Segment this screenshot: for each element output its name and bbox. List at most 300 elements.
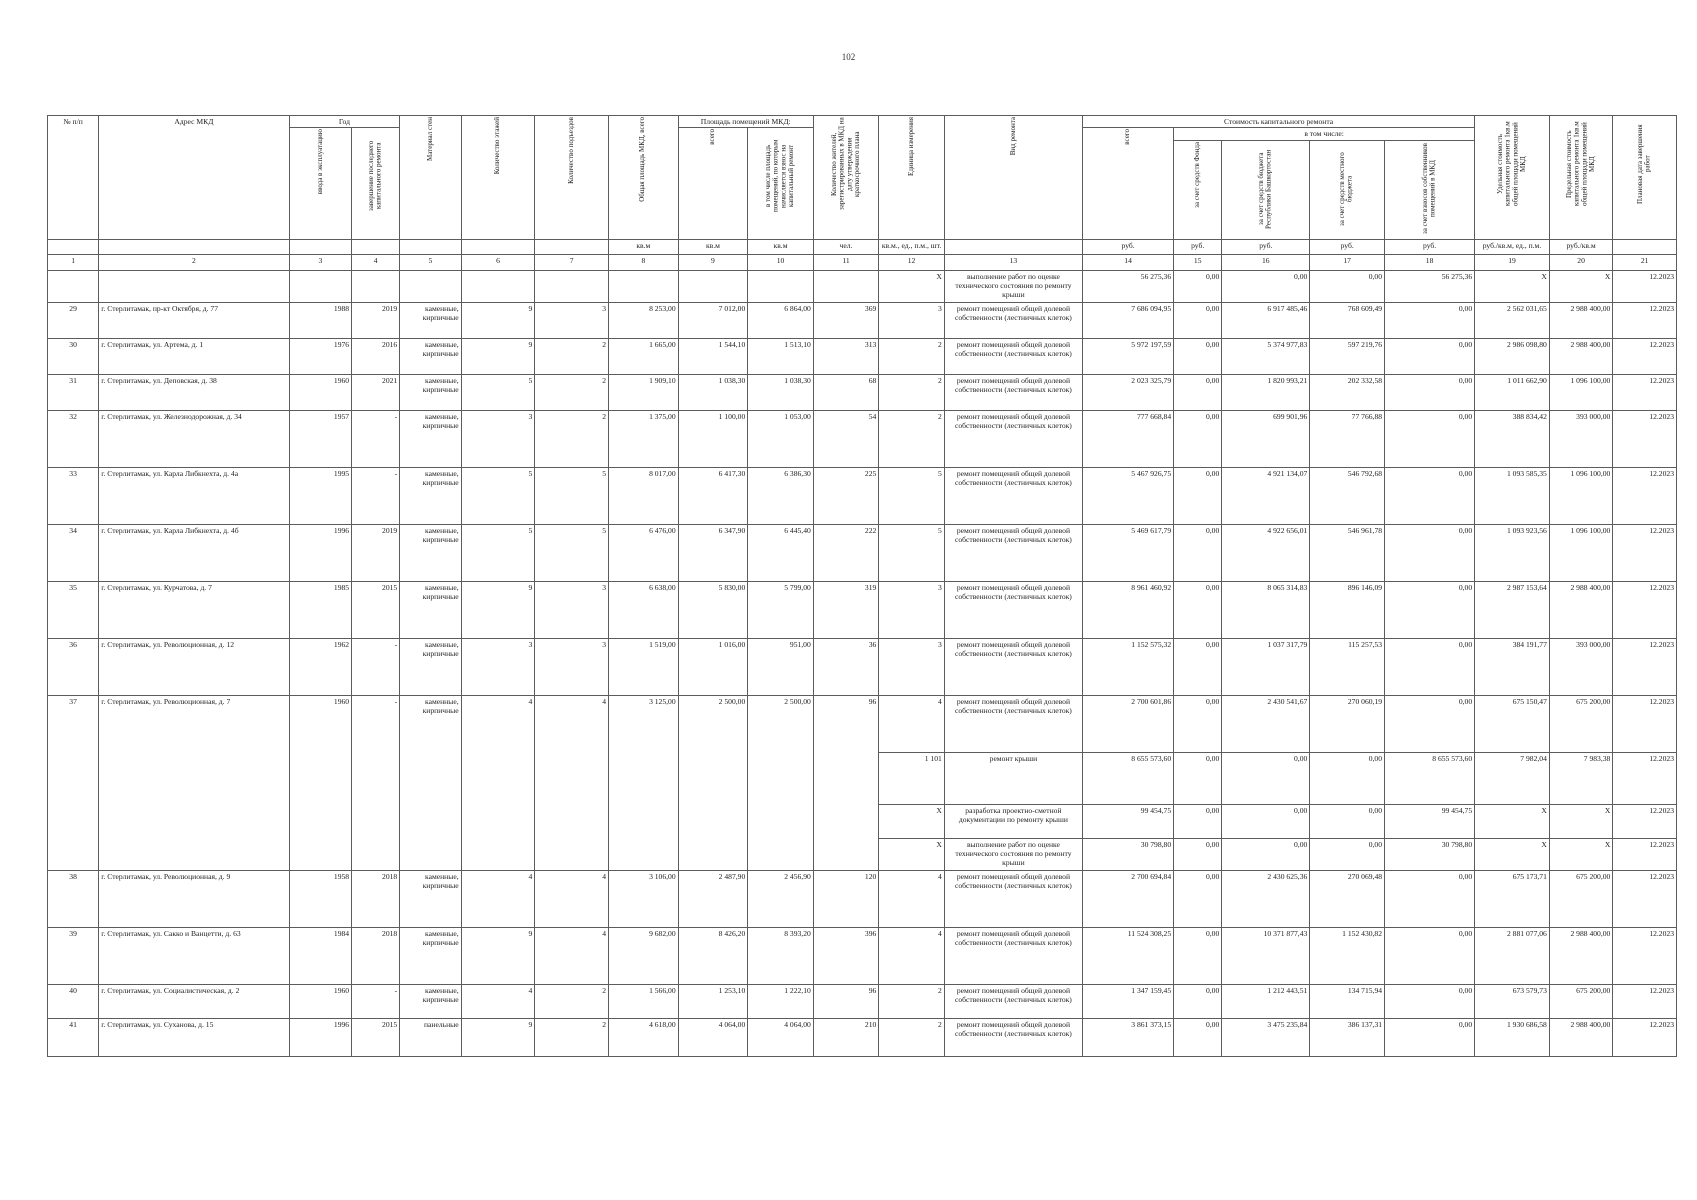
unit-cost: 1 930 686,58: [1475, 1018, 1550, 1056]
repair-type: выполнение работ по оценке технического состояния по ремонту крыши: [944, 838, 1082, 870]
column-number: 20: [1549, 254, 1612, 270]
wall-material: каменные, кирпичные: [400, 870, 461, 927]
cost-fund: 0,00: [1174, 338, 1222, 374]
floors: 9: [461, 581, 535, 638]
planned-date: 12.2023: [1613, 467, 1677, 524]
limit-cost: 393 000,00: [1549, 410, 1612, 467]
cost-republic: 2 430 541,67: [1222, 695, 1310, 752]
year-last-repair: -: [352, 638, 400, 695]
cost-total: 99 454,75: [1083, 804, 1174, 838]
cost-total: 56 275,36: [1083, 270, 1174, 302]
cost-fund: 0,00: [1174, 838, 1222, 870]
cost-local: 546 961,78: [1310, 524, 1385, 581]
limit-cost: X: [1549, 804, 1612, 838]
total-area: 6 476,00: [609, 524, 679, 581]
year-last-repair: 2021: [352, 374, 400, 410]
cost-fund: 0,00: [1174, 638, 1222, 695]
limit-cost: 675 200,00: [1549, 870, 1612, 927]
column-number: 7: [535, 254, 609, 270]
address: г. Стерлитамак, пр-кт Октября, д. 77: [99, 302, 289, 338]
planned-date: 12.2023: [1613, 695, 1677, 752]
address: г. Стерлитамак, ул. Курчатова, д. 7: [99, 581, 289, 638]
address: г. Стерлитамак, ул. Карла Либкнехта, д. 4а: [99, 467, 289, 524]
header-area-contrib: в том числе площадь помещений, по которым начисляется взнос на капитальный ремонт: [748, 128, 814, 240]
area-all: 1 038,30: [678, 374, 748, 410]
repair-type: ремонт крыши: [944, 752, 1082, 804]
unit-cell: руб.: [1083, 239, 1174, 254]
wall-material: панельные: [400, 1018, 461, 1056]
cost-total: 2 700 601,86: [1083, 695, 1174, 752]
row-number: 32: [48, 410, 99, 467]
floors: 4: [461, 984, 535, 1018]
cost-owners: 0,00: [1385, 302, 1475, 338]
cost-republic: 699 901,96: [1222, 410, 1310, 467]
table-row: [48, 1018, 1677, 1056]
cost-fund: 0,00: [1174, 984, 1222, 1018]
area-contrib: 1 513,10: [748, 338, 814, 374]
unit-cost: 2 562 031,65: [1475, 302, 1550, 338]
table-row: [48, 302, 1677, 338]
table-row: [48, 467, 1677, 524]
header-owners: за счет взносов собственников помещений в МКД: [1385, 140, 1475, 239]
planned-date: 12.2023: [1613, 410, 1677, 467]
entrances: 4: [535, 927, 609, 984]
unit-cost: X: [1475, 838, 1550, 870]
cost-owners: 99 454,75: [1385, 804, 1475, 838]
planned-date: 12.2023: [1613, 752, 1677, 804]
cost-total: 5 972 197,59: [1083, 338, 1174, 374]
repair-type: ремонт помещений общей долевой собственности (лестничных клеток): [944, 524, 1082, 581]
unit-value: 3: [879, 302, 945, 338]
area-all: 1 544,10: [678, 338, 748, 374]
residents: 396: [813, 927, 879, 984]
header-unit-measure: Единица измерения: [879, 116, 945, 240]
residents: 210: [813, 1018, 879, 1056]
column-number: 18: [1385, 254, 1475, 270]
entrances: 3: [535, 581, 609, 638]
floors: 9: [461, 302, 535, 338]
year-commission: 1976: [289, 338, 351, 374]
unit-cell: руб.: [1174, 239, 1222, 254]
area-contrib: 8 393,20: [748, 927, 814, 984]
cost-republic: 4 922 656,01: [1222, 524, 1310, 581]
cost-owners: 0,00: [1385, 927, 1475, 984]
total-area: 8 253,00: [609, 302, 679, 338]
header-unit-cost: Удельная стоимость капитального ремонта 1кв.м общей площади помещений МКД: [1475, 116, 1550, 240]
header-num: № п/п: [48, 116, 99, 240]
row-number: 31: [48, 374, 99, 410]
address: г. Стерлитамак, ул. Железнодорожная, д. 34: [99, 410, 289, 467]
total-area: 3 125,00: [609, 695, 679, 870]
cost-republic: 3 475 235,84: [1222, 1018, 1310, 1056]
year-last-repair: 2016: [352, 338, 400, 374]
cost-republic: 0,00: [1222, 270, 1310, 302]
table-row: [48, 638, 1677, 695]
header-address: Адрес МКД: [99, 116, 289, 240]
cost-local: 597 219,76: [1310, 338, 1385, 374]
column-number: 21: [1613, 254, 1677, 270]
year-last-repair: 2015: [352, 581, 400, 638]
cost-owners: 0,00: [1385, 410, 1475, 467]
cost-fund: 0,00: [1174, 524, 1222, 581]
area-all: 2 500,00: [678, 695, 748, 870]
cost-owners: 0,00: [1385, 467, 1475, 524]
address: г. Стерлитамак, ул. Социалистическая, д. 2: [99, 984, 289, 1018]
entrances: 2: [535, 410, 609, 467]
cost-local: 77 766,88: [1310, 410, 1385, 467]
unit-cell: руб.: [1310, 239, 1385, 254]
unit-cost: 675 173,71: [1475, 870, 1550, 927]
table-row: [48, 410, 1677, 467]
cost-local: 202 332,58: [1310, 374, 1385, 410]
cost-owners: 0,00: [1385, 870, 1475, 927]
floors: 9: [461, 338, 535, 374]
header-wall-material: Материал стен: [400, 116, 461, 240]
column-number: 5: [400, 254, 461, 270]
cost-fund: 0,00: [1174, 410, 1222, 467]
unit-cell: кв.м., ед., п.м., шт.: [879, 239, 945, 254]
unit-cell: кв.м: [609, 239, 679, 254]
wall-material: каменные, кирпичные: [400, 410, 461, 467]
cost-republic: 0,00: [1222, 804, 1310, 838]
entrances: 4: [535, 695, 609, 870]
cost-total: 1 152 575,32: [1083, 638, 1174, 695]
total-area: 1 519,00: [609, 638, 679, 695]
cost-republic: 0,00: [1222, 838, 1310, 870]
cost-local: 270 060,19: [1310, 695, 1385, 752]
unit-value: 2: [879, 1018, 945, 1056]
area-contrib: 6 386,30: [748, 467, 814, 524]
address: г. Стерлитамак, ул. Суханова, д. 15: [99, 1018, 289, 1056]
planned-date: 12.2023: [1613, 984, 1677, 1018]
column-number: 16: [1222, 254, 1310, 270]
year-commission: 1960: [289, 374, 351, 410]
area-contrib: 6 445,40: [748, 524, 814, 581]
repair-type: ремонт помещений общей долевой собственности (лестничных клеток): [944, 410, 1082, 467]
wall-material: каменные, кирпичные: [400, 338, 461, 374]
year-last-repair: -: [352, 695, 400, 870]
column-number: 4: [352, 254, 400, 270]
cost-republic: 4 921 134,07: [1222, 467, 1310, 524]
residents: 319: [813, 581, 879, 638]
repair-type: ремонт помещений общей долевой собственности (лестничных клеток): [944, 695, 1082, 752]
year-last-repair: 2019: [352, 524, 400, 581]
cost-total: 8 655 573,60: [1083, 752, 1174, 804]
header-repair-type: Вид ремонта: [944, 116, 1082, 240]
unit-value: 2: [879, 410, 945, 467]
planned-date: 12.2023: [1613, 927, 1677, 984]
cost-owners: 0,00: [1385, 374, 1475, 410]
unit-value: 2: [879, 338, 945, 374]
planned-date: 12.2023: [1613, 524, 1677, 581]
floors: 5: [461, 467, 535, 524]
unit-value: 2: [879, 984, 945, 1018]
year-last-repair: 2018: [352, 927, 400, 984]
address: г. Стерлитамак, ул. Революционная, д. 7: [99, 695, 289, 870]
year-commission: 1995: [289, 467, 351, 524]
unit-cost: 1 011 662,90: [1475, 374, 1550, 410]
unit-value: 2: [879, 374, 945, 410]
address: г. Стерлитамак, ул. Сакко и Ванцетти, д. 63: [99, 927, 289, 984]
area-contrib: 4 064,00: [748, 1018, 814, 1056]
floors: 9: [461, 1018, 535, 1056]
unit-value: X: [879, 838, 945, 870]
header-incl: в том числе:: [1174, 128, 1475, 140]
row-number: 38: [48, 870, 99, 927]
repair-type: ремонт помещений общей долевой собственности (лестничных клеток): [944, 467, 1082, 524]
column-number: 9: [678, 254, 748, 270]
entrances: 3: [535, 302, 609, 338]
row-number: 40: [48, 984, 99, 1018]
page-number: 102: [841, 52, 856, 62]
residents: 68: [813, 374, 879, 410]
area-all: 6 417,30: [678, 467, 748, 524]
header-area-group: Площадь помещений МКД:: [678, 116, 813, 128]
cost-owners: 0,00: [1385, 695, 1475, 752]
residents: 96: [813, 695, 879, 870]
area-contrib: 1 038,30: [748, 374, 814, 410]
cost-total: 5 467 926,75: [1083, 467, 1174, 524]
area-contrib: 951,00: [748, 638, 814, 695]
column-number: 3: [289, 254, 351, 270]
year-commission: 1985: [289, 581, 351, 638]
unit-value: 4: [879, 695, 945, 752]
unit-value: X: [879, 270, 945, 302]
cost-local: 0,00: [1310, 270, 1385, 302]
address: г. Стерлитамак, ул. Деповская, д. 38: [99, 374, 289, 410]
year-last-repair: 2018: [352, 870, 400, 927]
unit-cost: 2 881 077,06: [1475, 927, 1550, 984]
limit-cost: 1 096 100,00: [1549, 374, 1612, 410]
planned-date: 12.2023: [1613, 302, 1677, 338]
limit-cost: 393 000,00: [1549, 638, 1612, 695]
cost-fund: 0,00: [1174, 467, 1222, 524]
cost-local: 386 137,31: [1310, 1018, 1385, 1056]
table-row: [48, 927, 1677, 984]
total-area: 9 682,00: [609, 927, 679, 984]
unit-value: X: [879, 804, 945, 838]
cost-total: 8 961 460,92: [1083, 581, 1174, 638]
planned-date: 12.2023: [1613, 581, 1677, 638]
entrances: 3: [535, 638, 609, 695]
cost-owners: 8 655 573,60: [1385, 752, 1475, 804]
repair-type: разработка проектно-сметной документации по ремонту крыши: [944, 804, 1082, 838]
unit-cost: 673 579,73: [1475, 984, 1550, 1018]
cost-local: 134 715,94: [1310, 984, 1385, 1018]
entrances: 2: [535, 1018, 609, 1056]
cost-owners: 30 798,80: [1385, 838, 1475, 870]
total-area: 3 106,00: [609, 870, 679, 927]
year-commission: 1984: [289, 927, 351, 984]
repair-type: ремонт помещений общей долевой собственности (лестничных клеток): [944, 1018, 1082, 1056]
year-last-repair: 2019: [352, 302, 400, 338]
cost-total: 2 700 694,84: [1083, 870, 1174, 927]
header-republic: за счет средств бюджета Республики Башкортостан: [1222, 140, 1310, 239]
address: г. Стерлитамак, ул. Революционная, д. 12: [99, 638, 289, 695]
cost-owners: 0,00: [1385, 581, 1475, 638]
row-number: 35: [48, 581, 99, 638]
wall-material: каменные, кирпичные: [400, 467, 461, 524]
planned-date: 12.2023: [1613, 338, 1677, 374]
wall-material: каменные, кирпичные: [400, 302, 461, 338]
header-limit-cost: Предельная стоимость капитального ремонта 1кв.м общей площади помещений МКД: [1549, 116, 1612, 240]
unit-value: 5: [879, 467, 945, 524]
floors: 9: [461, 927, 535, 984]
cost-total: 7 686 094,95: [1083, 302, 1174, 338]
area-all: 1 016,00: [678, 638, 748, 695]
row-number: 29: [48, 302, 99, 338]
cost-local: 0,00: [1310, 838, 1385, 870]
entrances: 2: [535, 338, 609, 374]
wall-material: каменные, кирпичные: [400, 374, 461, 410]
residents: 96: [813, 984, 879, 1018]
entrances: 5: [535, 524, 609, 581]
header-area-all: всего: [678, 128, 748, 240]
residents: 120: [813, 870, 879, 927]
floors: 4: [461, 870, 535, 927]
header-row-1: [48, 116, 1677, 128]
cost-local: 0,00: [1310, 804, 1385, 838]
repair-type: ремонт помещений общей долевой собственности (лестничных клеток): [944, 581, 1082, 638]
cost-local: 546 792,68: [1310, 467, 1385, 524]
cost-fund: 0,00: [1174, 581, 1222, 638]
total-area: 4 618,00: [609, 1018, 679, 1056]
address: г. Стерлитамак, ул. Артема, д. 1: [99, 338, 289, 374]
planned-date: 12.2023: [1613, 804, 1677, 838]
cost-owners: 0,00: [1385, 524, 1475, 581]
cost-owners: 0,00: [1385, 338, 1475, 374]
unit-cost: 1 093 585,35: [1475, 467, 1550, 524]
unit-cost: X: [1475, 804, 1550, 838]
unit-value: 4: [879, 927, 945, 984]
cost-fund: 0,00: [1174, 804, 1222, 838]
table-row: [48, 524, 1677, 581]
header-cost-group: Стоимость капитального ремонта: [1083, 116, 1475, 128]
header-local: за счет средств местного бюджета: [1310, 140, 1385, 239]
limit-cost: 7 983,38: [1549, 752, 1612, 804]
area-all: 1 253,10: [678, 984, 748, 1018]
residents: 222: [813, 524, 879, 581]
cost-fund: 0,00: [1174, 927, 1222, 984]
column-number: 17: [1310, 254, 1385, 270]
column-number: 6: [461, 254, 535, 270]
limit-cost: 2 988 400,00: [1549, 927, 1612, 984]
cost-total: 2 023 325,79: [1083, 374, 1174, 410]
header-year-last-repair: завершение последнего капитального ремонта: [352, 128, 400, 240]
row-number: 33: [48, 467, 99, 524]
unit-cost: 1 093 923,56: [1475, 524, 1550, 581]
total-area: 1 665,00: [609, 338, 679, 374]
header-residents: Количество жителей, зарегистрированных в МКД на дату утверждения краткосрочного плана: [813, 116, 879, 240]
area-all: 5 830,00: [678, 581, 748, 638]
cost-total: 777 668,84: [1083, 410, 1174, 467]
column-number: 13: [944, 254, 1082, 270]
entrances: 5: [535, 467, 609, 524]
unit-cell: руб./кв.м: [1549, 239, 1612, 254]
wall-material: каменные, кирпичные: [400, 581, 461, 638]
row-number: 37: [48, 695, 99, 870]
planned-date: 12.2023: [1613, 838, 1677, 870]
planned-date: 12.2023: [1613, 374, 1677, 410]
limit-cost: 2 988 400,00: [1549, 581, 1612, 638]
cost-fund: 0,00: [1174, 752, 1222, 804]
table-row: [48, 870, 1677, 927]
repair-type: ремонт помещений общей долевой собственности (лестничных клеток): [944, 302, 1082, 338]
header-planned-date: Плановая дата завершения работ: [1613, 116, 1677, 240]
year-commission: 1988: [289, 302, 351, 338]
column-number: 2: [99, 254, 289, 270]
planned-date: 12.2023: [1613, 638, 1677, 695]
area-contrib: 5 799,00: [748, 581, 814, 638]
cost-total: 3 861 373,15: [1083, 1018, 1174, 1056]
total-area: 1 566,00: [609, 984, 679, 1018]
limit-cost: 675 200,00: [1549, 695, 1612, 752]
header-floors: Количество этажей: [461, 116, 535, 240]
limit-cost: 1 096 100,00: [1549, 524, 1612, 581]
floors: 5: [461, 524, 535, 581]
repair-type: ремонт помещений общей долевой собственности (лестничных клеток): [944, 374, 1082, 410]
column-number: 11: [813, 254, 879, 270]
column-number: 12: [879, 254, 945, 270]
year-commission: 1960: [289, 695, 351, 870]
cost-fund: 0,00: [1174, 870, 1222, 927]
wall-material: каменные, кирпичные: [400, 695, 461, 870]
table-row: [48, 338, 1677, 374]
area-all: 2 487,90: [678, 870, 748, 927]
area-contrib: 6 864,00: [748, 302, 814, 338]
row-number: 39: [48, 927, 99, 984]
total-area: 6 638,00: [609, 581, 679, 638]
limit-cost: X: [1549, 270, 1612, 302]
floors: 3: [461, 638, 535, 695]
area-all: 8 426,20: [678, 927, 748, 984]
column-number: 1: [48, 254, 99, 270]
area-all: 7 012,00: [678, 302, 748, 338]
area-all: 1 100,00: [678, 410, 748, 467]
cost-owners: 0,00: [1385, 638, 1475, 695]
unit-cost: 675 150,47: [1475, 695, 1550, 752]
wall-material: каменные, кирпичные: [400, 638, 461, 695]
total-area: 1 909,10: [609, 374, 679, 410]
cost-republic: 1 820 993,21: [1222, 374, 1310, 410]
unit-value: 3: [879, 638, 945, 695]
wall-material: каменные, кирпичные: [400, 524, 461, 581]
column-number: 19: [1475, 254, 1550, 270]
repair-type: ремонт помещений общей долевой собственности (лестничных клеток): [944, 984, 1082, 1018]
cost-republic: 2 430 625,36: [1222, 870, 1310, 927]
total-area: 8 017,00: [609, 467, 679, 524]
cost-total: 5 469 617,79: [1083, 524, 1174, 581]
unit-cost: 7 982,04: [1475, 752, 1550, 804]
table-row: [48, 270, 1677, 302]
unit-cost: 388 834,42: [1475, 410, 1550, 467]
entrances: 4: [535, 870, 609, 927]
residents: 225: [813, 467, 879, 524]
cost-republic: 0,00: [1222, 752, 1310, 804]
row-number: 41: [48, 1018, 99, 1056]
capital-repair-table: [47, 115, 1677, 1057]
cost-local: 270 069,48: [1310, 870, 1385, 927]
units-row: [48, 239, 1677, 254]
floors: 5: [461, 374, 535, 410]
repair-type: выполнение работ по оценке технического состояния по ремонту крыши: [944, 270, 1082, 302]
cost-fund: 0,00: [1174, 302, 1222, 338]
header-total-area: Общая площадь МКД, всего: [609, 116, 679, 240]
cost-total: 30 798,80: [1083, 838, 1174, 870]
table-row: [48, 695, 1677, 752]
floors: 3: [461, 410, 535, 467]
cost-owners: 0,00: [1385, 1018, 1475, 1056]
